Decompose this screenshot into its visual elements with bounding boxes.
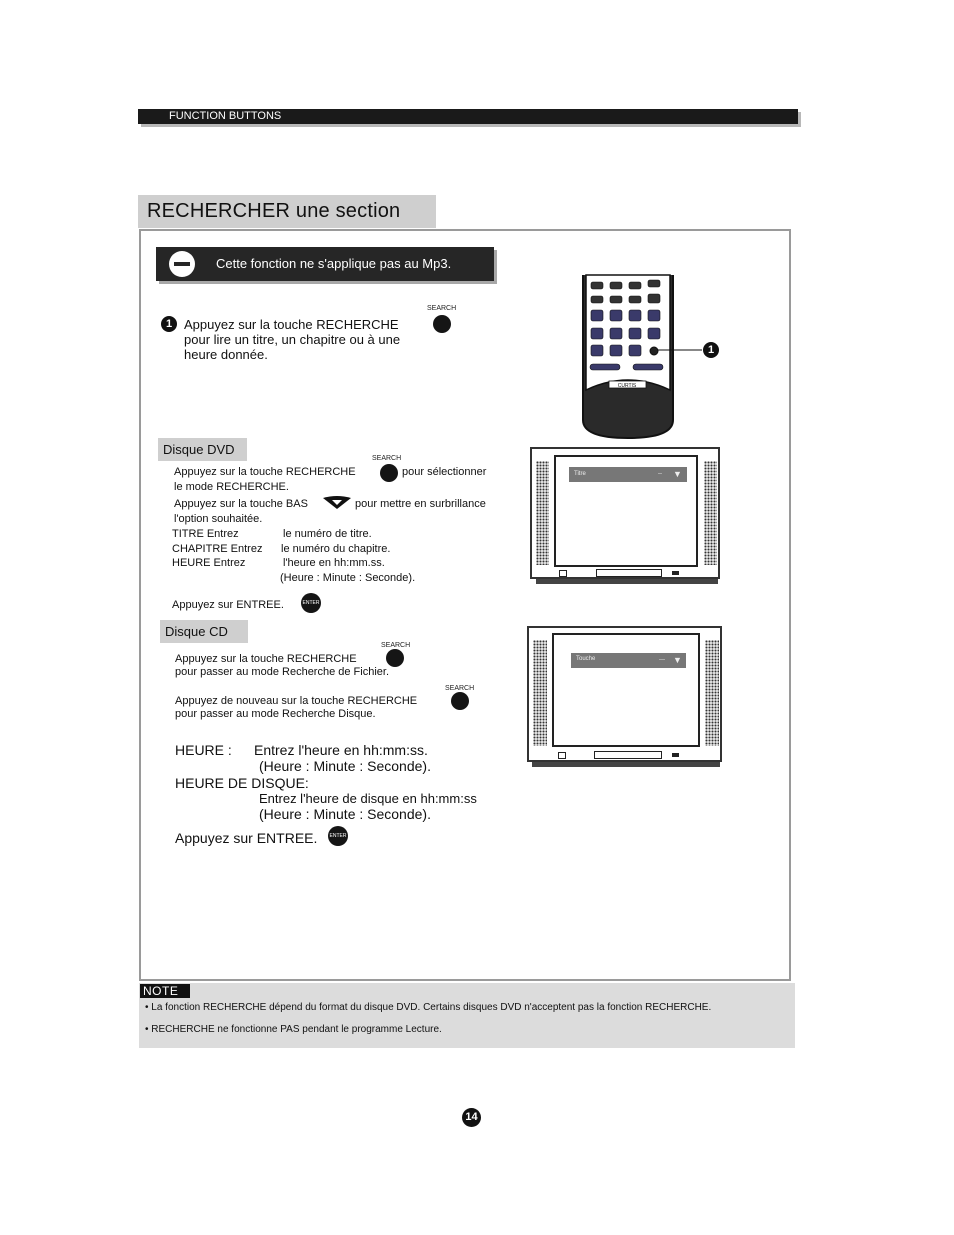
remote-brand-text: CURTIS: [617, 383, 637, 389]
down-arrow-icon: [322, 496, 352, 510]
tv-2-left-speaker: [533, 640, 547, 746]
tv-2-osd-label: Touche: [576, 656, 596, 662]
cd-heure-disque-key: HEURE DE DISQUE:: [175, 775, 309, 791]
tv-1-power-led: [559, 570, 567, 577]
tv-2-right-speaker: [705, 640, 719, 746]
tv-1-screen: [554, 455, 698, 567]
section-title: [138, 195, 436, 228]
notice-text: Cette fonction ne s'applique pas au Mp3.: [216, 256, 452, 271]
tv-illustration-1: [530, 447, 720, 579]
dvd-chapitre-key: CHAPITRE Entrez: [172, 543, 263, 555]
notice-banner: [156, 247, 494, 281]
cd-heading-text: Disque CD: [165, 624, 228, 639]
cd-line-1: Appuyez sur la touche RECHERCHE: [175, 653, 357, 665]
dvd-line-1a: Appuyez sur la touche RECHERCHE: [174, 466, 356, 478]
cd-enter-button-icon: ENTER: [328, 826, 348, 846]
cd-heading: [160, 620, 248, 643]
tv-1-osd-bar: [569, 467, 687, 482]
dvd-line-4: l'option souhaitée.: [174, 513, 263, 525]
tv-1-base: [536, 579, 718, 584]
dvd-line-3b: pour mettre en surbrillance: [355, 498, 486, 510]
cd-search-button-icon-2: [451, 692, 469, 710]
search-key-label: SEARCH: [427, 305, 457, 312]
step-1-line-3: heure donnée.: [184, 347, 268, 362]
tv-2-sensor: [672, 753, 679, 757]
section-title-text: RECHERCHER une section: [147, 200, 401, 222]
search-button-icon: [433, 315, 451, 333]
cd-search-label-2: SEARCH: [445, 685, 475, 692]
cd-heure-value-2: (Heure : Minute : Seconde).: [259, 758, 431, 774]
tv-1-osd-arrow-icon: ▼: [673, 469, 682, 479]
tv-2-disc-slot: [594, 751, 662, 759]
dvd-heading: [158, 438, 247, 461]
tv-2-base: [532, 762, 720, 767]
dvd-heure-value: l'heure en hh:mm.ss.: [283, 557, 385, 569]
tv-1-osd-value: --: [658, 471, 662, 477]
cd-heure-value: Entrez l'heure en hh:mm:ss.: [254, 742, 428, 758]
cd-line-4: pour passer au mode Recherche Disque.: [175, 708, 376, 720]
cd-heure-key: HEURE :: [175, 742, 232, 758]
remote-callout-badge: 1: [703, 342, 719, 358]
step-1-line-1: Appuyez sur la touche RECHERCHE: [184, 317, 399, 332]
tv-2-osd-bar: [571, 653, 686, 668]
dvd-titre-value: le numéro de titre.: [283, 528, 372, 540]
header-bar: [138, 109, 798, 124]
dvd-chapitre-value: le numéro du chapitre.: [281, 543, 391, 555]
tv-2-osd-value: ---: [659, 657, 665, 663]
dvd-search-button-icon: [380, 464, 398, 482]
dvd-heure-value-2: (Heure : Minute : Seconde).: [280, 572, 416, 584]
tv-2-osd-arrow-icon: ▼: [673, 655, 682, 665]
dvd-enter-line: Appuyez sur ENTREE.: [172, 599, 284, 611]
tv-2-power-led: [558, 752, 566, 759]
tv-1-disc-slot: [596, 569, 662, 577]
dvd-heure-key: HEURE Entrez: [172, 557, 246, 569]
no-entry-icon: [169, 251, 195, 277]
step-1-line-2: pour lire un titre, un chapitre ou à une: [184, 332, 401, 347]
tv-1-osd-label: Titre: [574, 471, 586, 477]
dvd-line-1b: pour sélectionner: [402, 466, 487, 478]
dvd-heading-text: Disque DVD: [163, 442, 235, 457]
note-line-2: • RECHERCHE ne fonctionne PAS pendant le programme Lecture.: [145, 1024, 442, 1035]
step-1-badge: 1: [161, 316, 177, 332]
dvd-titre-key: TITRE Entrez: [172, 528, 239, 540]
dvd-search-label: SEARCH: [372, 455, 402, 462]
note-tag: [140, 984, 190, 998]
tv-2-screen: [552, 633, 700, 747]
note-tag-text: NOTE: [143, 984, 179, 998]
cd-line-3: Appuyez de nouveau sur la touche RECHERCHE: [175, 695, 418, 707]
cd-line-2: pour passer au mode Recherche de Fichier.: [175, 666, 390, 678]
dvd-enter-button-icon: ENTER: [301, 593, 321, 613]
cd-search-label: SEARCH: [381, 642, 411, 649]
note-box: [139, 983, 795, 1048]
note-line-1: • La fonction RECHERCHE dépend du format du disque DVD. Certains disques DVD n'acceptent pas la fonction RECHERCHE.: [145, 1002, 712, 1013]
tv-1-sensor: [672, 571, 679, 575]
tv-1-left-speaker: [536, 461, 549, 565]
cd-enter-line: Appuyez sur ENTREE.: [175, 830, 318, 846]
tv-1-right-speaker: [704, 461, 717, 565]
cd-heure-disque-value: Entrez l'heure de disque en hh:mm:ss: [259, 791, 477, 806]
cd-heure-disque-value-2: (Heure : Minute : Seconde).: [259, 806, 431, 822]
tv-illustration-2: [527, 626, 722, 762]
dvd-line-3a: Appuyez sur la touche BAS: [174, 498, 308, 510]
dvd-line-2: le mode RECHERCHE.: [174, 481, 289, 493]
header-label: FUNCTION BUTTONS: [169, 110, 282, 122]
page-number: 14: [462, 1108, 481, 1127]
